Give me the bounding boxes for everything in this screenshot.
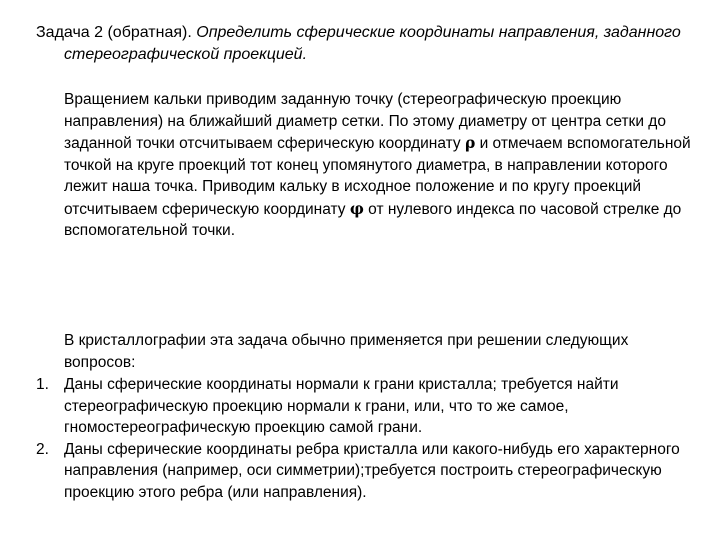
- list-item-number: 1.: [36, 376, 49, 393]
- solution-text-part2: и отмечаем вспомогательной точкой на круге проекций тот конец упомянутого диаметра, в направлении которого лежит наша точка. Приводим кальку в исходное положение и по кругу проекций отсчитываем сферическую координату: [64, 135, 691, 218]
- solution-text-part3: от нулевого индекса по часовой стрелке до вспомогательной точки.: [64, 200, 682, 239]
- solution-paragraph: [64, 89, 700, 242]
- list-item-number: 2.: [36, 440, 49, 458]
- application-paragraph: В кристаллографии эта задача обычно применяется при решении следующих вопросов:: [64, 332, 629, 371]
- phi-symbol: φ: [349, 198, 364, 218]
- task-title-statement: Определить сферические координаты направления, заданного стереографической проекцией.: [64, 24, 681, 63]
- list-item-text: Даны сферические координаты ребра кристалла или какого-нибудь его характерного направления (например, оси симметрии);требуется построить стереографическую проекцию этого ребра (или направления).: [64, 440, 680, 501]
- rho-symbol: ρ: [464, 133, 476, 152]
- list-item: [36, 439, 696, 504]
- list-item: [36, 374, 696, 439]
- application-list: [36, 374, 696, 503]
- task-title: [36, 22, 704, 65]
- solution-text-part1: Вращением кальки приводим заданную точку (стереографическую проекцию направления) на ближайший диаметр сетки. По этому диаметру от центра сетки до заданной точки отсчитываем сферическую координату: [64, 91, 666, 152]
- list-item-text: Даны сферические координаты нормали к грани кристалла; требуется найти стереографическую проекцию нормали к грани, или, что то же самое, гномостереографическую проекцию самой грани.: [64, 376, 619, 436]
- task-title-lead: Задача 2 (обратная).: [36, 24, 192, 41]
